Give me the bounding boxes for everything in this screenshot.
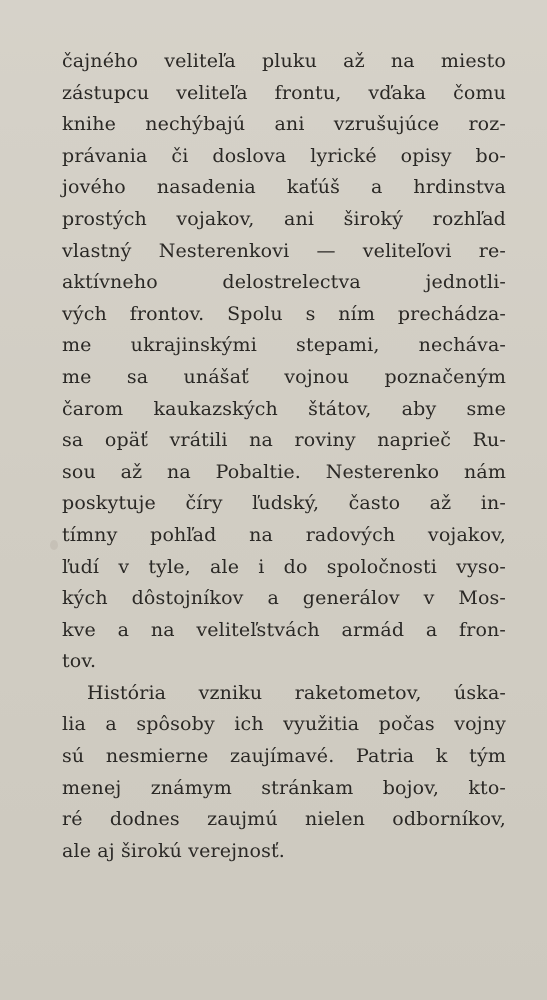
paper-smudge xyxy=(50,540,58,550)
text-line: čarom kaukazských štátov, aby sme xyxy=(62,397,506,420)
text-line: lia a spôsoby ich využitia počas vojny xyxy=(62,713,506,736)
text-line: tímny pohľad na radových vojakov, xyxy=(62,523,506,546)
text-line: jového nasadenia kaťúš a hrdinstva xyxy=(62,176,506,199)
text-line: vých frontov. Spolu s ním prechádza- xyxy=(62,302,506,325)
text-line: tov. xyxy=(62,650,97,673)
text-line: sa opäť vrátili na roviny naprieč Ru- xyxy=(62,429,506,452)
text-line: vlastný Nesterenkovi — veliteľovi re- xyxy=(62,239,506,262)
text-line: sú nesmierne zaujímavé. Patria k tým xyxy=(62,745,506,768)
text-line: me ukrajinskými stepami, necháva- xyxy=(62,334,506,357)
text-line: sou až na Pobaltie. Nesterenko nám xyxy=(62,460,506,483)
text-line: ré dodnes zaujmú nielen odborníkov, xyxy=(62,808,506,831)
text-line: zástupcu veliteľa frontu, vďaka čomu xyxy=(62,81,506,104)
text-line: prostých vojakov, ani široký rozhľad xyxy=(62,207,506,230)
text-line: knihe nechýbajú ani vzrušujúce roz- xyxy=(62,113,506,136)
text-line: ale aj širokú verejnosť. xyxy=(62,839,285,862)
text-line: História vzniku raketometov, úska- xyxy=(87,681,506,704)
text-line: kve a na veliteľstvách armád a fron- xyxy=(62,618,506,641)
text-line: čajného veliteľa pluku až na miesto xyxy=(62,50,506,72)
text-line: aktívneho delostrelectva jednotli- xyxy=(62,271,506,294)
text-line: menej známym stránkam bojov, kto- xyxy=(62,776,506,799)
paragraph-1 xyxy=(62,46,506,678)
text-line: ľudí v tyle, ale i do spoločnosti vyso- xyxy=(62,555,506,578)
paragraph-2 xyxy=(62,678,506,868)
text-line: poskytuje číry ľudský, často až in- xyxy=(62,492,506,515)
text-line: kých dôstojníkov a generálov v Mos- xyxy=(62,587,506,610)
text-line: právania či doslova lyrické opisy bo- xyxy=(62,144,506,167)
body-text xyxy=(62,46,506,867)
text-line: me sa unášať vojnou poznačeným xyxy=(62,365,506,388)
